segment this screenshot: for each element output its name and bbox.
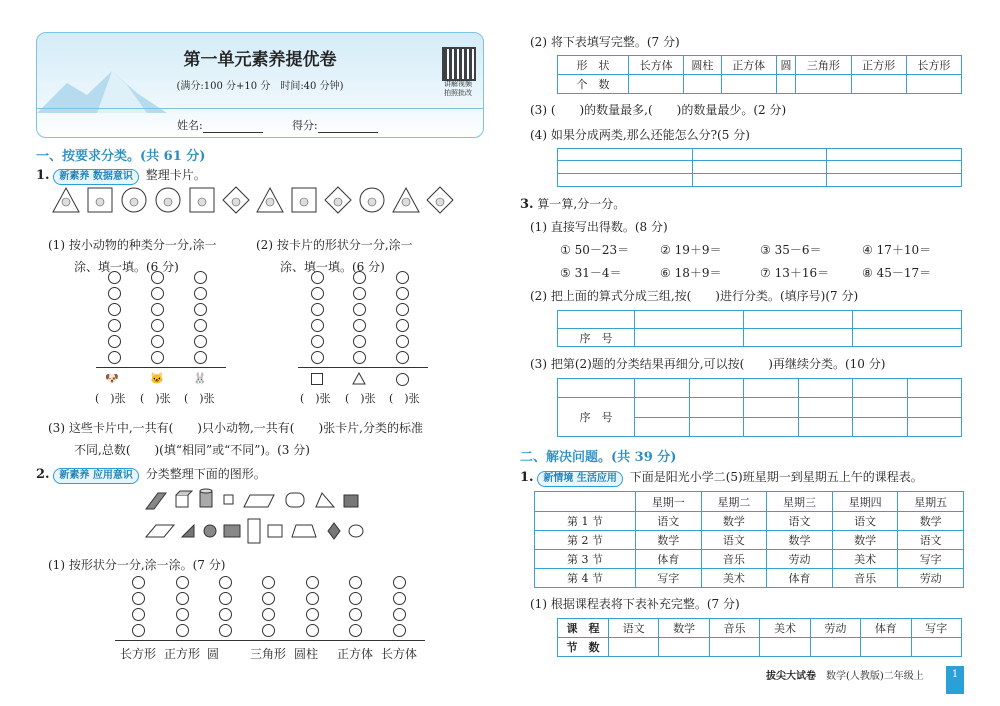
section-heading-2: 二、解决问题。(共 39 分) [520,450,677,465]
tally-circle[interactable] [353,335,366,348]
tally-circle[interactable] [393,592,406,605]
tally-circle[interactable] [349,624,362,637]
shape-label: 三角形 [250,647,287,661]
shape-label: 圆柱 [294,647,319,661]
tally-circle[interactable] [108,271,121,284]
q1-sub2-line2: 涂、填一填。(6 分) [280,260,385,274]
triangle-cat-card [256,186,284,214]
tally-circle[interactable] [151,303,164,316]
tally-circle[interactable] [194,303,207,316]
animal-icon-cat: 🐱 [150,372,164,385]
tally-circle[interactable] [353,287,366,300]
table-cell: 体育 [861,619,911,638]
tally-circle[interactable] [219,624,232,637]
subject-cell: 写字 [636,569,702,588]
tally-circle[interactable] [306,608,319,621]
tally-circle[interactable] [396,351,409,364]
tally-circle[interactable] [262,576,275,589]
square-dog-card [86,186,114,214]
schedule-table [534,491,964,588]
equation: ① 50－23＝ [560,243,630,257]
tally-circle[interactable] [219,592,232,605]
footer-brand: 拔尖大试卷 [766,671,816,682]
subject-cell: 音乐 [832,569,898,588]
diamond-cat-card [426,186,454,214]
table-cell: 美术 [760,619,810,638]
q1-sub2-line1: (2) 按卡片的形状分一分,涂一 [256,238,413,252]
square-dog-card [188,186,216,214]
shape-label: 正方体 [337,647,374,661]
equation: ② 19＋9＝ [660,243,722,257]
tally-circle[interactable] [353,303,366,316]
tally-circle[interactable] [353,351,366,364]
diamond-dog-card [324,186,352,214]
q3-sub2: (2) 把上面的算式分成三组,按( )进行分类。(填序号)(7 分) [530,289,859,303]
animal-icon-dog: 🐶 [105,372,119,385]
subject-cell: 音乐 [701,550,767,569]
answer-cell[interactable] [776,75,795,94]
count-label[interactable]: ( )张 [140,392,171,405]
day-header: 星期三 [767,492,833,512]
subject-cell: 语文 [767,512,833,531]
tally-circle[interactable] [151,319,164,332]
question-4: 1. 新情境 生活应用 下面是阳光小学二(5)班星期一到星期五上午的课程表。 [520,470,923,485]
tally-circle[interactable] [262,592,275,605]
day-header: 星期一 [636,492,702,512]
q3-sub1: (1) 直接写出得数。(8 分) [530,220,668,234]
course-count-table [557,618,962,657]
tally-circle[interactable] [311,335,324,348]
answer-cell[interactable] [629,75,684,94]
table-cell: 写字 [911,619,961,638]
answer-cell[interactable] [609,638,659,657]
subject-cell: 写字 [898,550,964,569]
tally-circle[interactable] [396,319,409,332]
square-cat-card [290,186,318,214]
badge: 新情境 生活应用 [537,471,622,487]
subject-cell: 体育 [767,569,833,588]
circle-dog-card [358,186,386,214]
subject-cell: 美术 [701,569,767,588]
period-cell: 第 2 节 [535,531,636,550]
tally-circle[interactable] [108,287,121,300]
table-head: 序 号 [558,329,635,347]
subject-cell: 语文 [636,512,702,531]
tally-circle[interactable] [393,608,406,621]
answer-cell[interactable] [906,75,961,94]
tally-circle[interactable] [349,608,362,621]
answer-cell[interactable] [721,75,776,94]
q1-sub1-line1: (1) 按小动物的种类分一分,涂一 [48,238,217,252]
table-head: 形 状 [558,56,629,75]
subgroup-table[interactable] [557,378,962,437]
shape-count-table [557,55,962,94]
tally-circle[interactable] [194,335,207,348]
name-field: 姓名: [177,117,263,133]
score-field: 得分: [292,117,378,133]
equation: ⑧ 45－17＝ [862,266,932,280]
tally-circle[interactable] [219,608,232,621]
shape-label: 正方形 [164,647,201,661]
tally-circle[interactable] [194,351,207,364]
table-cell: 圆柱 [684,56,721,75]
group-table[interactable] [557,310,962,347]
period-cell: 第 1 节 [535,512,636,531]
tally-circle[interactable] [108,335,121,348]
section-heading-1: 一、按要求分类。(共 61 分) [36,149,206,164]
question-2: 2. 新素养 应用意识 分类整理下面的图形。 [36,467,266,482]
period-cell: 第 3 节 [535,550,636,569]
tally-circle[interactable] [194,319,207,332]
tally-circle[interactable] [151,335,164,348]
page-number: 1 [946,666,964,694]
q3-sub3: (3) 把第(2)题的分类结果再细分,可以按( )再继续分类。(10 分) [530,357,886,371]
table-cell: 音乐 [709,619,759,638]
shape-label: 圆 [207,647,220,661]
table-cell: 数学 [659,619,709,638]
count-label[interactable]: ( )张 [345,392,376,405]
day-header: 星期四 [832,492,898,512]
equation: ⑤ 31－4＝ [560,266,622,280]
tally-circle[interactable] [306,576,319,589]
table-head: 序 号 [558,398,635,437]
tally-circle[interactable] [132,592,145,605]
subject-cell: 数学 [636,531,702,550]
tally-circle[interactable] [151,271,164,284]
q4-sub1: (1) 根据课程表将下表补充完整。(7 分) [530,597,740,611]
page-title: 第一单元素养提优卷 [183,50,337,70]
subject-cell: 劳动 [767,550,833,569]
tally-circle[interactable] [151,351,164,364]
baseline [96,367,226,368]
q1-sub3-line1: (3) 这些卡片中,一共有( )只小动物,一共有( )张卡片,分类的标准 [48,421,423,435]
diamond-dog-card [222,186,250,214]
circle-cat-card [154,186,182,214]
header-card [36,32,484,138]
tally-circle[interactable] [349,576,362,589]
tally-circle[interactable] [262,608,275,621]
tally-circle[interactable] [108,351,121,364]
table-cell: 三角形 [796,56,851,75]
qr-caption: 讲解视频 拍照批改 [444,80,472,97]
subject-cell: 语文 [701,531,767,550]
answer-cell[interactable] [861,638,911,657]
tally-circle[interactable] [108,303,121,316]
tally-circle[interactable] [194,271,207,284]
tally-circle[interactable] [262,624,275,637]
q1-sub3-line2: 不同,总数( )(填“相同”或“不同”)。(3 分) [74,443,310,457]
period-cell: 第 4 节 [535,569,636,588]
subject-cell: 劳动 [898,569,964,588]
answer-cell[interactable] [851,75,906,94]
tally-circle[interactable] [311,351,324,364]
square-icon [311,373,323,385]
tally-circle[interactable] [132,576,145,589]
tally-circle[interactable] [132,624,145,637]
triangle-icon [352,372,366,385]
table-cell: 劳动 [810,619,860,638]
question-3: 3. 算一算,分一分。 [520,197,626,212]
answer-cell[interactable] [659,638,709,657]
subject-cell: 美术 [832,550,898,569]
footer-subject: 数学(人教版)二年级上 [826,671,924,682]
baseline [115,640,425,641]
table-head: 课 程 [558,619,609,638]
tally-circle[interactable] [176,608,189,621]
tally-circle[interactable] [306,592,319,605]
day-header: 星期五 [898,492,964,512]
subject-cell: 数学 [767,531,833,550]
circle-icon [396,373,409,386]
q1-sub1-line2: 涂、填一填。(6 分) [74,260,179,274]
table-cell: 长方形 [906,56,961,75]
answer-cell[interactable] [684,75,721,94]
equation: ③ 35－6＝ [760,243,822,257]
tally-circle[interactable] [353,319,366,332]
question-1: 1. 新素养 数据意识 整理卡片。 [36,168,206,183]
shape-label: 长方体 [381,647,418,661]
count-label[interactable]: ( )张 [389,392,420,405]
shape-label: 长方形 [120,647,157,661]
table-head: 节 数 [558,638,609,657]
subject-cell: 体育 [636,550,702,569]
tally-circle[interactable] [176,592,189,605]
triangle-dog-card [52,186,80,214]
animal-icon-rabbit: 🐰 [193,372,207,385]
tally-circle[interactable] [393,576,406,589]
tally-circle[interactable] [396,335,409,348]
equation: ④ 17＋10＝ [862,243,932,257]
tally-circle[interactable] [311,287,324,300]
tally-circle[interactable] [194,287,207,300]
equation: ⑦ 13＋16＝ [760,266,830,280]
subject-cell: 语文 [898,531,964,550]
answer-cell[interactable] [709,638,759,657]
tally-circle[interactable] [219,576,232,589]
day-header: 星期二 [701,492,767,512]
tally-circle[interactable] [396,287,409,300]
tally-circle[interactable] [311,319,324,332]
footer [766,667,924,682]
table-cell: 圆 [776,56,795,75]
count-label[interactable]: ( )张 [95,392,126,405]
subject-cell: 语文 [832,512,898,531]
q2-sub2: (2) 将下表填写完整。(7 分) [530,35,680,49]
tally-circle[interactable] [306,624,319,637]
tally-circle[interactable] [311,271,324,284]
triangle-cat-card [392,186,420,214]
table-head: 个 数 [558,75,629,94]
q2-sub1: (1) 按形状分一分,涂一涂。(7 分) [48,558,226,572]
subject-cell: 数学 [832,531,898,550]
qr-code-icon[interactable] [442,47,476,81]
subject-cell: 数学 [701,512,767,531]
tally-circle[interactable] [151,287,164,300]
answer-cell[interactable] [911,638,961,657]
table-cell: 长方体 [629,56,684,75]
count-label[interactable]: ( )张 [300,392,331,405]
answer-cell[interactable] [810,638,860,657]
table-cell: 正方体 [721,56,776,75]
tally-circle[interactable] [132,608,145,621]
q2-sub3: (3) ( )的数量最多,( )的数量最少。(2 分) [530,103,787,117]
baseline [298,367,428,368]
solid-figures [144,485,374,545]
tally-circle[interactable] [176,576,189,589]
badge: 新素养 应用意识 [53,468,138,484]
answer-cell[interactable] [760,638,810,657]
exam-info: (满分:100 分+10 分 时间:40 分钟) [176,81,344,92]
q2-sub4: (4) 如果分成两类,那么还能怎么分?(5 分) [530,128,750,142]
tally-circle[interactable] [396,271,409,284]
tally-circle[interactable] [353,271,366,284]
table-cell: 正方形 [851,56,906,75]
equation: ⑥ 18＋9＝ [660,266,722,280]
tally-circle[interactable] [349,592,362,605]
count-label[interactable]: ( )张 [184,392,215,405]
tally-circle[interactable] [393,624,406,637]
answer-table-q4[interactable] [557,148,962,187]
tally-circle[interactable] [108,319,121,332]
circle-cat-card [120,186,148,214]
answer-cell[interactable] [796,75,851,94]
tally-circle[interactable] [176,624,189,637]
tally-circle[interactable] [396,303,409,316]
tally-circle[interactable] [311,303,324,316]
subject-cell: 数学 [898,512,964,531]
table-cell: 语文 [609,619,659,638]
badge: 新素养 数据意识 [53,169,138,185]
